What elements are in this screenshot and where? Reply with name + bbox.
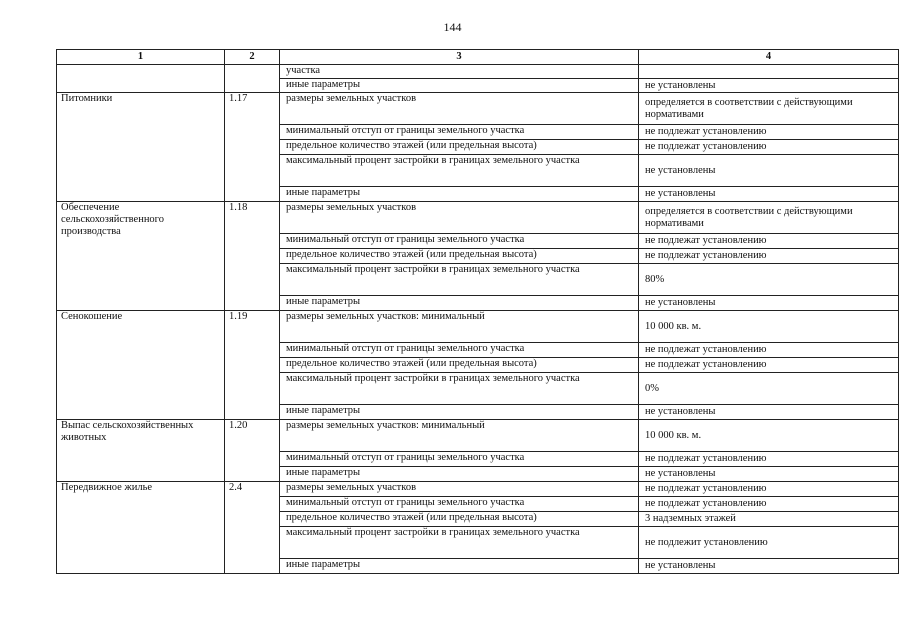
value-cell: 0%: [639, 373, 899, 405]
parameter-cell: предельное количество этажей (или предельная высота): [280, 512, 639, 527]
use-code-cell: 1.18: [225, 202, 280, 311]
use-type-cell: Выпас сельскохозяйственных животных: [57, 420, 225, 482]
value-cell: не подлежит установлению: [639, 527, 899, 559]
value-cell: не подлежат установлению: [639, 234, 899, 249]
table-row: [57, 311, 899, 343]
parameter-cell: иные параметры: [280, 405, 639, 420]
use-type-cell: [57, 65, 225, 93]
parameter-cell: иные параметры: [280, 187, 639, 202]
value-cell: не установлены: [639, 467, 899, 482]
use-type-cell: Обеспечение сельскохозяйственного производства: [57, 202, 225, 311]
use-code-cell: 1.19: [225, 311, 280, 420]
parameter-cell: минимальный отступ от границы земельного участка: [280, 125, 639, 140]
parameter-cell: размеры земельных участков: минимальный: [280, 311, 639, 343]
parameter-cell: предельное количество этажей (или предельная высота): [280, 140, 639, 155]
parameter-cell: максимальный процент застройки в границах земельного участка: [280, 527, 639, 559]
value-cell: не подлежат установлению: [639, 358, 899, 373]
use-type-cell: Питомники: [57, 93, 225, 202]
table-row: [57, 65, 899, 79]
parameter-cell: размеры земельных участков: минимальный: [280, 420, 639, 452]
value-cell: 10 000 кв. м.: [639, 420, 899, 452]
parameter-cell: размеры земельных участков: [280, 93, 639, 125]
value-cell: не подлежат установлению: [639, 497, 899, 512]
parameter-cell: минимальный отступ от границы земельного участка: [280, 497, 639, 512]
page-number: 144: [443, 20, 462, 34]
value-cell: [639, 65, 899, 79]
value-cell: не подлежат установлению: [639, 343, 899, 358]
use-type-cell: Передвижное жилье: [57, 482, 225, 574]
use-type-cell: Сенокошение: [57, 311, 225, 420]
value-cell: не подлежат установлению: [639, 125, 899, 140]
parameter-cell: максимальный процент застройки в границах земельного участка: [280, 264, 639, 296]
value-cell: определяется в соответствии с действующими нормативами: [639, 202, 899, 234]
parameter-cell: размеры земельных участков: [280, 482, 639, 497]
parameter-cell: иные параметры: [280, 467, 639, 482]
header-col-1: 1: [57, 50, 225, 65]
value-cell: 80%: [639, 264, 899, 296]
header-row: [57, 50, 899, 65]
table-row: [57, 482, 899, 497]
value-cell: не подлежат установлению: [639, 452, 899, 467]
value-cell: не установлены: [639, 187, 899, 202]
value-cell: не подлежат установлению: [639, 482, 899, 497]
use-code-cell: 2.4: [225, 482, 280, 574]
parameter-cell: минимальный отступ от границы земельного участка: [280, 452, 639, 467]
value-cell: 3 надземных этажей: [639, 512, 899, 527]
header-col-2: 2: [225, 50, 280, 65]
table-row: [57, 420, 899, 452]
value-cell: определяется в соответствии с действующими нормативами: [639, 93, 899, 125]
zoning-regulations-table: [56, 49, 899, 574]
table-row: [57, 93, 899, 125]
use-code-cell: 1.17: [225, 93, 280, 202]
parameter-cell: иные параметры: [280, 559, 639, 574]
value-cell: не установлены: [639, 79, 899, 93]
use-code-cell: [225, 65, 280, 93]
parameter-cell: максимальный процент застройки в границах земельного участка: [280, 155, 639, 187]
value-cell: не подлежат установлению: [639, 249, 899, 264]
use-code-cell: 1.20: [225, 420, 280, 482]
table-body: [57, 65, 899, 574]
value-cell: не установлены: [639, 155, 899, 187]
header-col-4: 4: [639, 50, 899, 65]
value-cell: не установлены: [639, 296, 899, 311]
value-cell: 10 000 кв. м.: [639, 311, 899, 343]
parameter-cell: предельное количество этажей (или предельная высота): [280, 358, 639, 373]
header-col-3: 3: [280, 50, 639, 65]
parameter-cell: минимальный отступ от границы земельного участка: [280, 343, 639, 358]
parameter-cell: размеры земельных участков: [280, 202, 639, 234]
table-row: [57, 202, 899, 234]
parameter-cell: участка: [280, 65, 639, 79]
parameter-cell: максимальный процент застройки в границах земельного участка: [280, 373, 639, 405]
parameter-cell: иные параметры: [280, 296, 639, 311]
parameter-cell: минимальный отступ от границы земельного участка: [280, 234, 639, 249]
value-cell: не установлены: [639, 405, 899, 420]
parameter-cell: иные параметры: [280, 79, 639, 93]
value-cell: не установлены: [639, 559, 899, 574]
value-cell: не подлежат установлению: [639, 140, 899, 155]
parameter-cell: предельное количество этажей (или предельная высота): [280, 249, 639, 264]
